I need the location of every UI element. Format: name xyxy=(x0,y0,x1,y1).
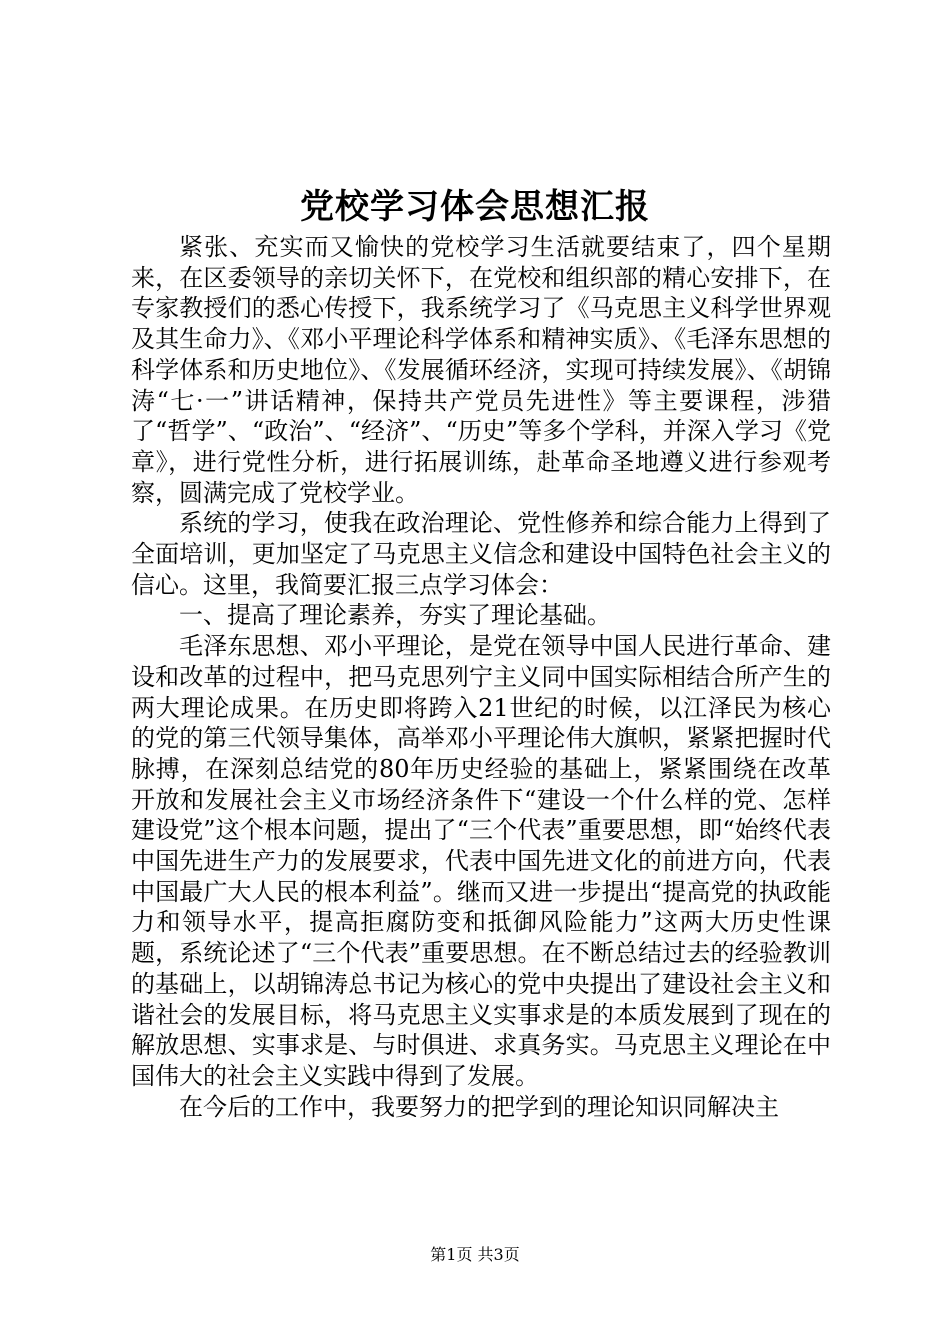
page-footer: 第1页 共3页 xyxy=(430,1245,520,1264)
paragraph: 在今后的工作中，我要努力的把学到的理论知识同解决主 xyxy=(179,1092,779,1121)
paragraph: 紧张、充实而又愉快的党校学习生活就要结束了，四个星期来，在区委领导的亲切关怀下，在党校和组织部的精心安排下，在专家教授们的悉心传授下，我系统学习了《马克思主义科学世界观及其生命力》、《邓小平理论科学体系和精神实质》、《毛泽东思想的科学体系和历史地位》、《发展循环经济，实现可持续发展》、《胡锦涛“七·一”讲话精神，保持共产党员先进性》等主要课程，涉猎了“哲学”、“政治”、“经济”、“历史”等多个学科，并深入学习《党章》，进行党性分析，进行拓展训练，赴革命圣地遵义进行参观考察，圆满完成了党校学业。 xyxy=(131,233,831,507)
paragraph: 系统的学习，使我在政治理论、党性修养和综合能力上得到了全面培训，更加坚定了马克思主义信念和建设中国特色社会主义的信心。这里，我简要汇报三点学习体会： xyxy=(131,509,831,599)
section-heading: 一、提高了理论素养，夯实了理论基础。 xyxy=(179,601,611,630)
paragraph: 毛泽东思想、邓小平理论，是党在领导中国人民进行革命、建设和改革的过程中，把马克思列宁主义同中国实际相结合所产生的两大理论成果。在历史即将跨入21世纪的时候，以江泽民为核心的党的第三代领导集体，高举邓小平理论伟大旗帜，紧紧把握时代脉搏，在深刻总结党的80年历史经验的基础上，紧紧围绕在改革开放和发展社会主义市场经济条件下“建设一个什么样的党、怎样建设党”这个根本问题，提出了“三个代表”重要思想，即“始终代表中国先进生产力的发展要求，代表中国先进文化的前进方向，代表中国最广大人民的根本利益”。继而又进一步提出“提高党的执政能力和领导水平，提高拒腐防变和抵御风险能力”这两大历史性课题，系统论述了“三个代表”重要思想。在不断总结过去的经验教训的基础上，以胡锦涛总书记为核心的党中央提出了建设社会主义和谐社会的发展目标，将马克思主义实事求是的本质发展到了现在的解放思想、实事求是、与时俱进、求真务实。马克思主义理论在中国伟大的社会主义实践中得到了发展。 xyxy=(131,632,831,1090)
document-body xyxy=(131,232,831,1122)
document-title: 党校学习体会思想汇报 xyxy=(300,187,650,227)
